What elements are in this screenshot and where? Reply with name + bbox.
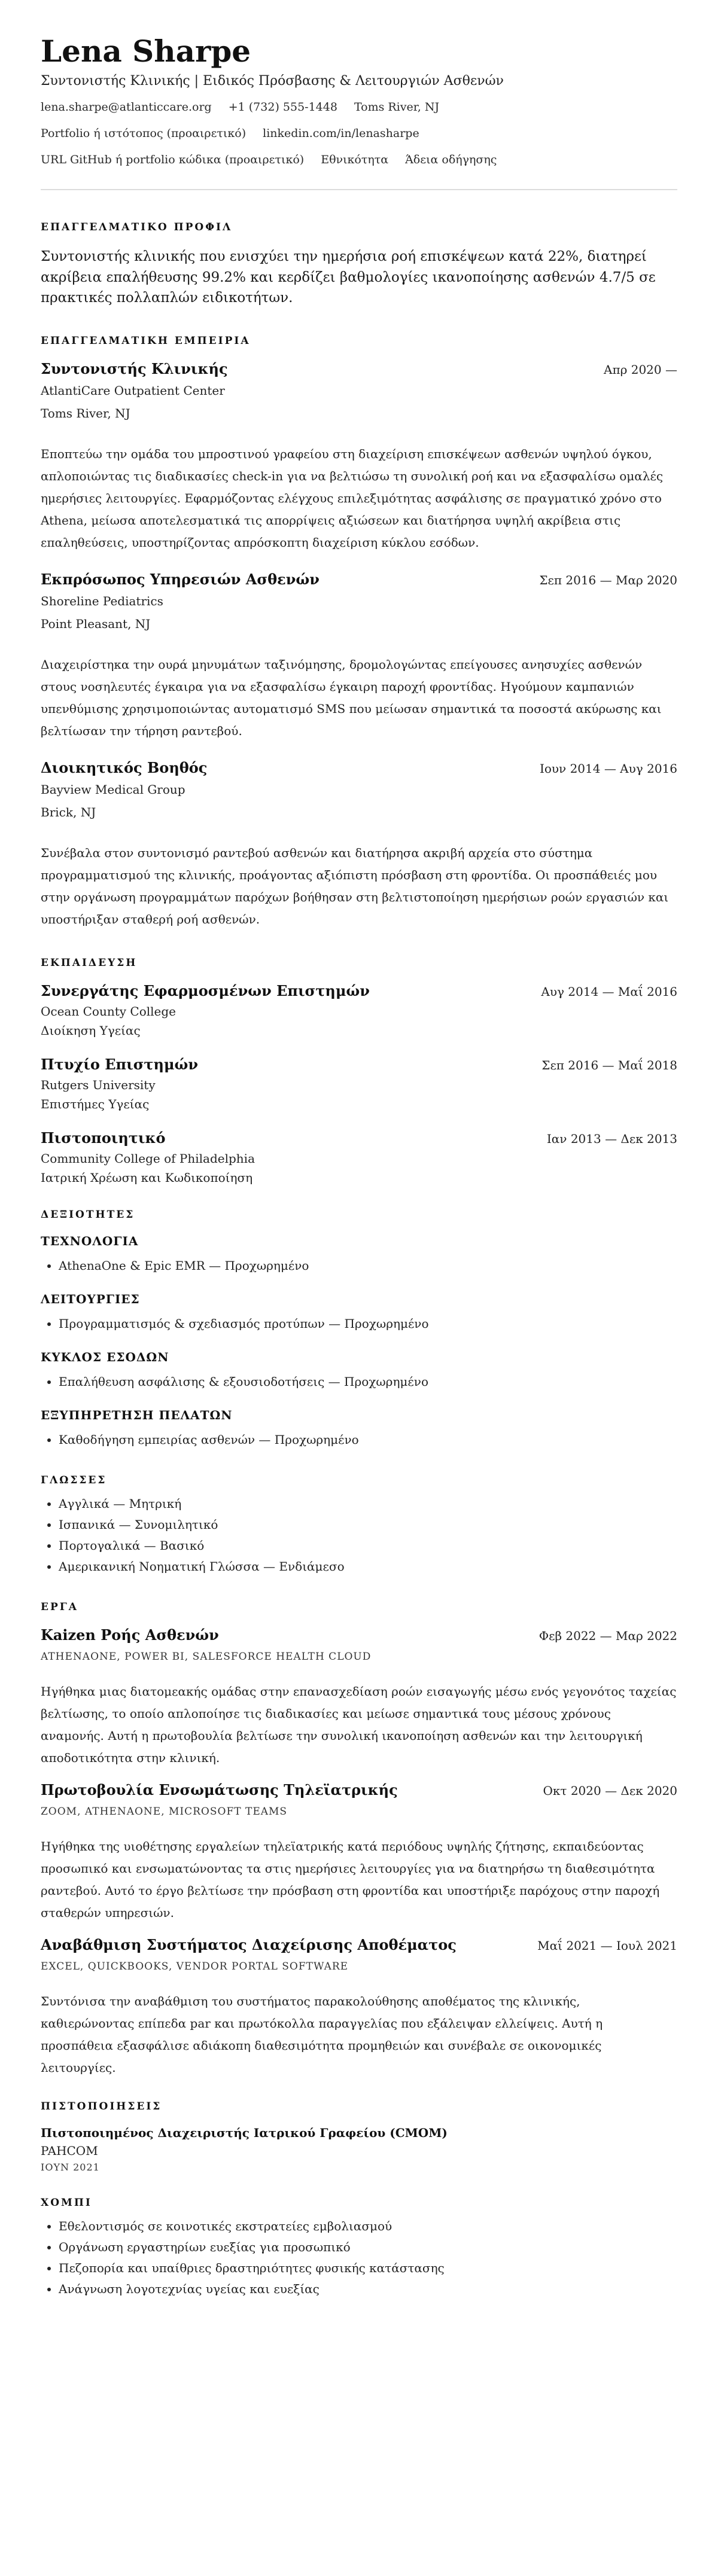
section-title-experience: ΕΠΑΓΓΕΛΜΑΤΙΚΗ ΕΜΠΕΙΡΙΑ — [41, 334, 251, 347]
section-title-certifications: ΠΙΣΤΟΠΟΙΗΣΕΙΣ — [41, 2100, 162, 2112]
project-entry — [41, 1781, 677, 1924]
education-field: Ιατρική Χρέωση και Κωδικοποίηση — [41, 1170, 253, 1185]
project-technologies: EXCEL, QUICKBOOKS, VENDOR PORTAL SOFTWARE — [41, 1960, 349, 1973]
job-organization: Bayview Medical Group — [41, 782, 185, 797]
job-location: Point Pleasant, NJ — [41, 616, 151, 631]
language-item: • Πορτογαλικά — Βασικό — [59, 1535, 677, 1556]
job-entry — [41, 759, 677, 931]
job-entry — [41, 571, 677, 742]
skill-category: ΤΕΧΝΟΛΟΓΙΑ — [41, 1233, 139, 1248]
skill-list — [41, 1255, 677, 1276]
language-list — [41, 1493, 677, 1577]
certification-date: ΙΟΥΝ 2021 — [41, 2161, 100, 2173]
job-location: Brick, NJ — [41, 804, 96, 819]
project-dates: Οκτ 2020 — Δεκ 2020 — [543, 1783, 677, 1798]
skill-category: ΛΕΙΤΟΥΡΓΙΕΣ — [41, 1291, 140, 1306]
hobby-item: • Πεζοπορία και υπαίθριες δραστηριότητες φυσικής κατάστασης — [59, 2258, 677, 2279]
contact-email[interactable]: lena.sharpe@atlanticcare.org — [41, 100, 212, 114]
skill-item: • AthenaOne & Epic EMR — Προχωρημένο — [59, 1255, 677, 1276]
contact-github[interactable]: URL GitHub ή portfolio κώδικα (προαιρετικό) — [41, 153, 305, 166]
certification-name: Πιστοποιημένος Διαχειριστής Ιατρικού Γραφείου (CMOM) — [41, 2125, 448, 2140]
education-school: Rutgers University — [41, 1077, 156, 1092]
job-description: Συνέβαλα στον συντονισμό ραντεβού ασθενών και διατήρησα ακριβή αρχεία στο σύστημα προγραμματισμού της κλινικής, προάγοντας αξιόπιστη πρόσβαση στη φροντίδα. Οι προσπάθειές μου στην οργάνωση προγραμμάτων παρόχων βοήθησαν στη βελτιστοποίηση ημερήσιων ροών εργασιών και υποστήριξαν σταθερή ροή ασθενών. — [41, 845, 669, 926]
project-title: Πρωτοβουλία Ενσωμάτωσης Τηλεϊατρικής — [41, 1781, 398, 1798]
education-field: Επιστήμες Υγείας — [41, 1096, 150, 1111]
hobby-item: • Εθελοντισμός σε κοινοτικές εκστρατείες εμβολιασμού — [59, 2216, 677, 2237]
hobby-list — [41, 2216, 677, 2300]
education-degree: Πτυχίο Επιστημών — [41, 1055, 199, 1073]
job-description: Διαχειρίστηκα την ουρά μηνυμάτων ταξινόμησης, δρομολογώντας επείγουσες ανησυχίες ασθενών στους νοσηλευτές έγκαιρα για να εξασφαλίσω έγκαιρη παροχή φροντίδας. Ηγούμουν καμπανιών υπενθύμισης χρησιμοποιώντας αυτοματισμό SMS που μείωσαν σημαντικά τα ποσοστά ακύρωσης και βελτίωσαν την τήρηση ραντεβού. — [41, 657, 662, 738]
job-dates: Απρ 2020 — — [604, 362, 677, 377]
section-title-hobbies: ΧΟΜΠΙ — [41, 2196, 92, 2209]
project-dates: Μαΐ 2021 — Ιουλ 2021 — [537, 1938, 677, 1953]
header-divider — [41, 189, 677, 190]
project-description: Ηγήθηκα της υιοθέτησης εργαλείων τηλεϊατρικής κατά περιόδους υψηλής ζήτησης, εκπαιδεύοντας προσωπικό και ενσωματώνοντας τα στις ημερήσιες λειτουργίες για να διατηρήσω τη διαθεσιμότητα ραντεβού. Αυτό το έργο βελτίωσε την πρόσβαση στη φροντίδα και υποστήριξε παρόχους στην παροχή σταθερών υπηρεσιών. — [41, 1839, 660, 1920]
skill-category: ΕΞΥΠΗΡΕΤΗΣΗ ΠΕΛΑΤΩΝ — [41, 1407, 233, 1422]
project-technologies: ZOOM, ATHENAONE, MICROSOFT TEAMS — [41, 1805, 288, 1818]
section-title-projects: ΕΡΓΑ — [41, 1601, 78, 1613]
project-entry — [41, 1936, 677, 2079]
education-degree: Συνεργάτης Εφαρμοσμένων Επιστημών — [41, 981, 370, 999]
education-entry — [41, 982, 677, 1038]
project-description: Ηγήθηκα μιας διατομεακής ομάδας στην επανασχεδίαση ροών εισαγωγής μέσω ενός γεγονότος ταχείας βελτίωσης, το οποίο απλοποίησε τις διαδικασίες και μείωσε σημαντικά τους μέσους χρόνους αναμονής. Αυτή η πρωτοβουλία βελτίωσε την συνολική ικανοποίηση ασθενών και την λειτουργική αποδοτικότητα στην κλινική. — [41, 1684, 677, 1765]
hobby-item: • Οργάνωση εργαστηρίων ευεξίας για προσωπικό — [59, 2237, 677, 2258]
education-school: Community College of Philadelphia — [41, 1151, 255, 1166]
contact-row-2 — [41, 127, 677, 140]
hobby-item: • Ανάγνωση λογοτεχνίας υγείας και ευεξίας — [59, 2279, 677, 2300]
education-dates: Σεπ 2016 — Μαΐ 2018 — [541, 1057, 677, 1072]
profile-summary: Συντονιστής κλινικής που ενισχύει την ημερήσια ροή επισκέψεων κατά 22%, διατηρεί ακρίβεια επαλήθευσης 99.2% και κερδίζει βαθμολογίες ικανοποίησης ασθενών 4.7/5 σε πρακτικές πολλαπλών ειδικοτήτων. — [41, 249, 656, 306]
skill-item: • Επαλήθευση ασφάλισης & εξουσιοδοτήσεις — Προχωρημένο — [59, 1371, 677, 1392]
job-title: Εκπρόσωπος Υπηρεσιών Ασθενών — [41, 570, 320, 588]
job-organization: AtlantiCare Outpatient Center — [41, 383, 225, 398]
education-school: Ocean County College — [41, 1004, 177, 1019]
contact-linkedin[interactable]: linkedin.com/in/lenasharpe — [263, 127, 419, 140]
resume-name: Lena Sharpe — [41, 33, 251, 69]
project-title: Kaizen Ροής Ασθενών — [41, 1626, 219, 1644]
section-title-skills: ΔΕΞΙΟΤΗΤΕΣ — [41, 1208, 135, 1221]
contact-portfolio[interactable]: Portfolio ή ιστότοπος (προαιρετικό) — [41, 127, 247, 140]
language-item: • Ισπανικά — Συνομιλητικό — [59, 1514, 677, 1535]
certification-entry — [41, 2126, 677, 2173]
job-dates: Σεπ 2016 — Μαρ 2020 — [539, 572, 677, 587]
education-entry — [41, 1056, 677, 1111]
skill-item: • Καθοδήγηση εμπειρίας ασθενών — Προχωρημένο — [59, 1429, 677, 1450]
education-dates: Ιαν 2013 — Δεκ 2013 — [546, 1131, 677, 1146]
certification-issuer: PAHCOM — [41, 2143, 98, 2158]
education-dates: Αυγ 2014 — Μαΐ 2016 — [541, 984, 677, 999]
project-description: Συντόνισα την αναβάθμιση του συστήματος παρακολούθησης αποθέματος της κλινικής, καθιερώνοντας επίπεδα par και πρωτόκολλα παραγγελίας που εξάλειψαν ελλείψεις. Αυτή η προσπάθεια εξασφάλισε αδιάκοπη διαθεσιμότητα προμηθειών και συνέβαλε σε οικονομικές λειτουργίες. — [41, 1993, 603, 2075]
contact-phone[interactable]: +1 (732) 555-1448 — [228, 100, 337, 114]
education-degree: Πιστοποιητικό — [41, 1129, 166, 1147]
skill-list — [41, 1429, 677, 1450]
section-title-languages: ΓΛΩΣΣΕΣ — [41, 1474, 107, 1486]
project-entry — [41, 1626, 677, 1769]
job-entry — [41, 360, 677, 554]
contact-row-1 — [41, 100, 677, 114]
contact-drivers-license: Άδεια οδήγησης — [405, 153, 497, 166]
resume-headline: Συντονιστής Κλινικής | Ειδικός Πρόσβασης & Λειτουργιών Ασθενών — [41, 74, 504, 89]
project-title: Αναβάθμιση Συστήματος Διαχείρισης Αποθέματος — [41, 1935, 457, 1953]
job-location: Toms River, NJ — [41, 406, 130, 420]
education-entry — [41, 1129, 677, 1185]
education-field: Διοίκηση Υγείας — [41, 1023, 141, 1038]
skill-item: • Προγραμματισμός & σχεδιασμός προτύπων — Προχωρημένο — [59, 1313, 677, 1334]
project-dates: Φεβ 2022 — Μαρ 2022 — [538, 1628, 677, 1643]
contact-nationality: Εθνικότητα — [321, 153, 389, 166]
contact-row-3 — [41, 153, 677, 166]
job-dates: Ιουν 2014 — Αυγ 2016 — [539, 761, 677, 776]
job-description: Εποπτεύω την ομάδα του μπροστινού γραφείου στη διαχείριση επισκέψεων ασθενών υψηλού όγκου, απλοποιώντας τις διαδικασίες check-in για να βελτιώσω τη συνολική ροή και να εξασφαλίσω ομαλές ημερήσιες λειτουργίες. Εφαρμόζοντας ελέγχους επιλεξιμότητας ασφάλισης σε πραγματικό χρόνο στο Athena, μείωσα αποτελεσματικά τις απορρίψεις αξιώσεων και διατήρησα υψηλή ακρίβεια στις επαληθεύσεις, υποστηρίζοντας απρόσκοπτη διαχείριση κύκλου εσόδων. — [41, 446, 664, 550]
skill-list — [41, 1313, 677, 1334]
job-organization: Shoreline Pediatrics — [41, 593, 163, 608]
project-technologies: ATHENAONE, POWER BI, SALESFORCE HEALTH CLOUD — [41, 1650, 372, 1663]
language-item: • Αγγλικά — Μητρική — [59, 1493, 677, 1514]
contact-location: Toms River, NJ — [354, 100, 440, 114]
job-title: Διοικητικός Βοηθός — [41, 758, 208, 776]
skill-category: ΚΥΚΛΟΣ ΕΣΟΔΩΝ — [41, 1349, 169, 1364]
section-title-education: ΕΚΠΑΙΔΕΥΣΗ — [41, 956, 138, 969]
language-item: • Αμερικανική Νοηματική Γλώσσα — Ενδιάμεσο — [59, 1556, 677, 1577]
job-title: Συντονιστής Κλινικής — [41, 359, 228, 377]
skill-list — [41, 1371, 677, 1392]
section-title-profile: ΕΠΑΓΓΕΛΜΑΤΙΚΟ ΠΡΟΦΙΛ — [41, 221, 233, 233]
